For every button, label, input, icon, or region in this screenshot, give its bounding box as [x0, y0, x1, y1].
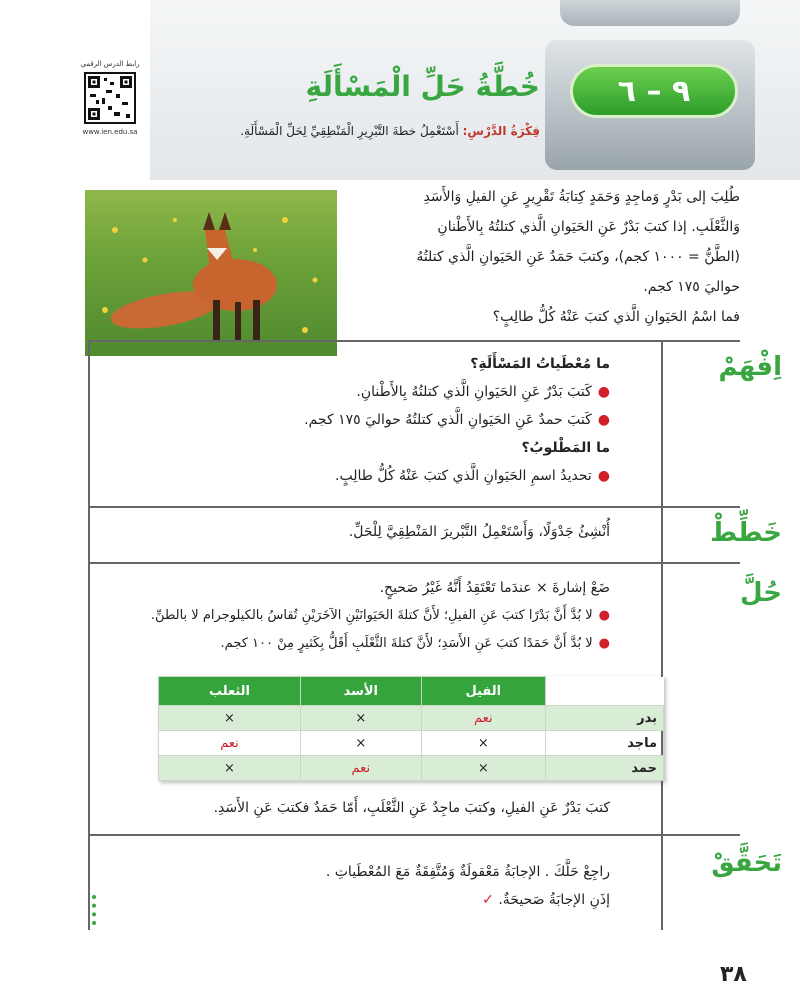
understand-bullet: ●تحديدُ اسمِ الحَيَوانِ الَّذي كتبَ عَنْهُ كُلُّ طالِبٍ.: [335, 468, 610, 484]
lesson-idea-tag: فِكْرَةُ الدَّرْسِ:: [462, 124, 540, 138]
solve-bullet: ●لا بُدَّ أَنَّ بَدْرًا كتبَ عَنِ الفيلِ؛ لأَنَّ كتلةَ الحَيَوانَيْنِ الآخَرَيْنِ تُقاسُ بالكيلوجرام لا بالطنِّ.: [150, 608, 610, 623]
table-row: [159, 756, 664, 781]
qr-code[interactable]: [84, 72, 136, 124]
check-line: راجِعْ حَلَّكَ . الإجابَةُ مَعْقولَةٌ وَمُتَّفِقَةٌ مَعَ المُعْطَياتِ .: [325, 864, 610, 880]
bullet-icon: ●: [597, 468, 610, 484]
divider: [88, 506, 740, 508]
decorative-dots: [92, 895, 100, 925]
row-name: ماجد: [546, 731, 664, 756]
problem-line: طُلِبَ إلى بَدْرٍ وَماجِدٍ وَحَمَدٍ كِتابَةُ تَقْرِيرٍ عَنِ الفيلِ وَالأَسَدِ: [423, 189, 740, 205]
lesson-title: خُطَّةُ حَلِّ الْمَسْأَلَةِ: [305, 70, 540, 103]
table-cell: ×: [300, 731, 421, 756]
logic-table: [158, 676, 664, 781]
table-cell: ×: [421, 731, 545, 756]
understand-body: [130, 350, 610, 490]
table-header: الأسد: [300, 677, 421, 706]
understand-question: ما مُعْطَياتُ المَسْأَلَةِ؟: [470, 356, 610, 372]
solve-heading: حُلَّ: [740, 578, 782, 608]
bullet-icon: ●: [598, 608, 610, 623]
divider: [88, 562, 740, 564]
qr-label: رابط الدرس الرقمي: [80, 60, 140, 68]
fox-photo: [85, 190, 337, 356]
table-cell: نعم: [159, 731, 301, 756]
understand-heading: اِفْهَمْ: [718, 352, 782, 382]
bullet-icon: ●: [597, 384, 610, 400]
table-cell: ×: [300, 706, 421, 731]
table-cell: نعم: [421, 706, 545, 731]
problem-question: فما اسْمُ الحَيَوانِ الَّذي كتبَ عَنْهُ كُلُّ طالِبٍ؟: [492, 309, 740, 325]
table-corner: [546, 677, 664, 706]
problem-line: حواليَ ١٧٥ كجم.: [643, 279, 740, 295]
bullet-icon: ●: [597, 412, 610, 428]
row-name: حمد: [546, 756, 664, 781]
page-number: ٣٨: [720, 962, 747, 987]
check-heading: تَحَقَّقْ: [711, 848, 782, 878]
checkmark-icon: ✓: [482, 892, 494, 908]
solve-bullet: ●لا بُدَّ أَنَّ حَمَدًا كتبَ عَنِ الأَسَدِ؛ لأَنَّ كتلةَ الثَّعْلَبِ أَقَلُّ بِكَثيرٍ مِنْ ١٠٠ كجم.: [220, 636, 610, 651]
banner-decoration: [560, 0, 740, 26]
bullet-icon: ●: [598, 636, 610, 651]
plan-body: [130, 518, 610, 546]
lesson-idea-text: أَسْتَعْمِلُ خطةَ التَّبْرِيرِ الْمَنْطِقِيِّ لِحَلِّ الْمَسْأَلَةِ.: [240, 124, 459, 138]
table-cell: ×: [421, 756, 545, 781]
plan-text: أُنْشِئُ جَدْوَلًا، وَأَسْتَعْمِلُ التَّبْريرَ المَنْطِقِيَّ لِلْحَلِّ.: [348, 524, 610, 540]
understand-bullet: ●كَتبَ بَدْرٌ عَنِ الحَيَوانِ الَّذي كتلتُهُ بِالأَطْنانِ.: [356, 384, 610, 400]
lesson-number: ٩ – ٦: [570, 64, 738, 118]
qr-url[interactable]: www.ien.edu.sa: [82, 128, 138, 136]
lesson-idea: [200, 124, 540, 138]
table-header: الثعلب: [159, 677, 301, 706]
check-body: [130, 858, 610, 914]
divider: [88, 340, 740, 342]
row-name: بدر: [546, 706, 664, 731]
problem-line: (الطَّنُّ = ١٠٠٠ كجم)، وكتبَ حَمَدٌ عَنِ الحَيَوانِ الَّذي كتلتُهُ: [416, 249, 740, 265]
solve-conclusion: كتبَ بَدْرٌ عَنِ الفيلِ، وكتبَ ماجِدٌ عَنِ الثَّعْلَبِ، أَمّا حَمَدٌ فكتبَ عَنِ الأَسَدِ.: [213, 800, 610, 816]
table-cell: ×: [159, 756, 301, 781]
solve-body: [130, 574, 610, 658]
solve-conclusion-box: [130, 794, 610, 822]
understand-bullet: ●كَتبَ حمدٌ عَنِ الحَيَوانِ الَّذي كتلتُهُ حواليَ ١٧٥ كجم.: [304, 412, 610, 428]
problem-statement: [350, 182, 740, 332]
table-header: الفيل: [421, 677, 545, 706]
plan-heading: خَطِّطْ: [710, 518, 782, 548]
understand-question: ما المَطْلوبُ؟: [521, 440, 610, 456]
table-cell: ×: [159, 706, 301, 731]
check-line: إذَنِ الإجابَةُ صَحيحَةٌ. ✓: [482, 892, 610, 908]
table-cell: نعم: [300, 756, 421, 781]
table-row: [159, 731, 664, 756]
table-row: [159, 706, 664, 731]
divider: [88, 834, 740, 836]
problem-line: وَالثَّعْلَبِ. إذا كتبَ بَدْرٌ عَنِ الحَيَوانِ الَّذي كتلتُهُ بِالأَطْنانِ: [437, 219, 740, 235]
solve-instruction: ضَعْ إشارةَ × عندَما تَعْتَقِدُ أَنَّهُ غَيْرُ صَحيحٍ.: [379, 580, 610, 596]
